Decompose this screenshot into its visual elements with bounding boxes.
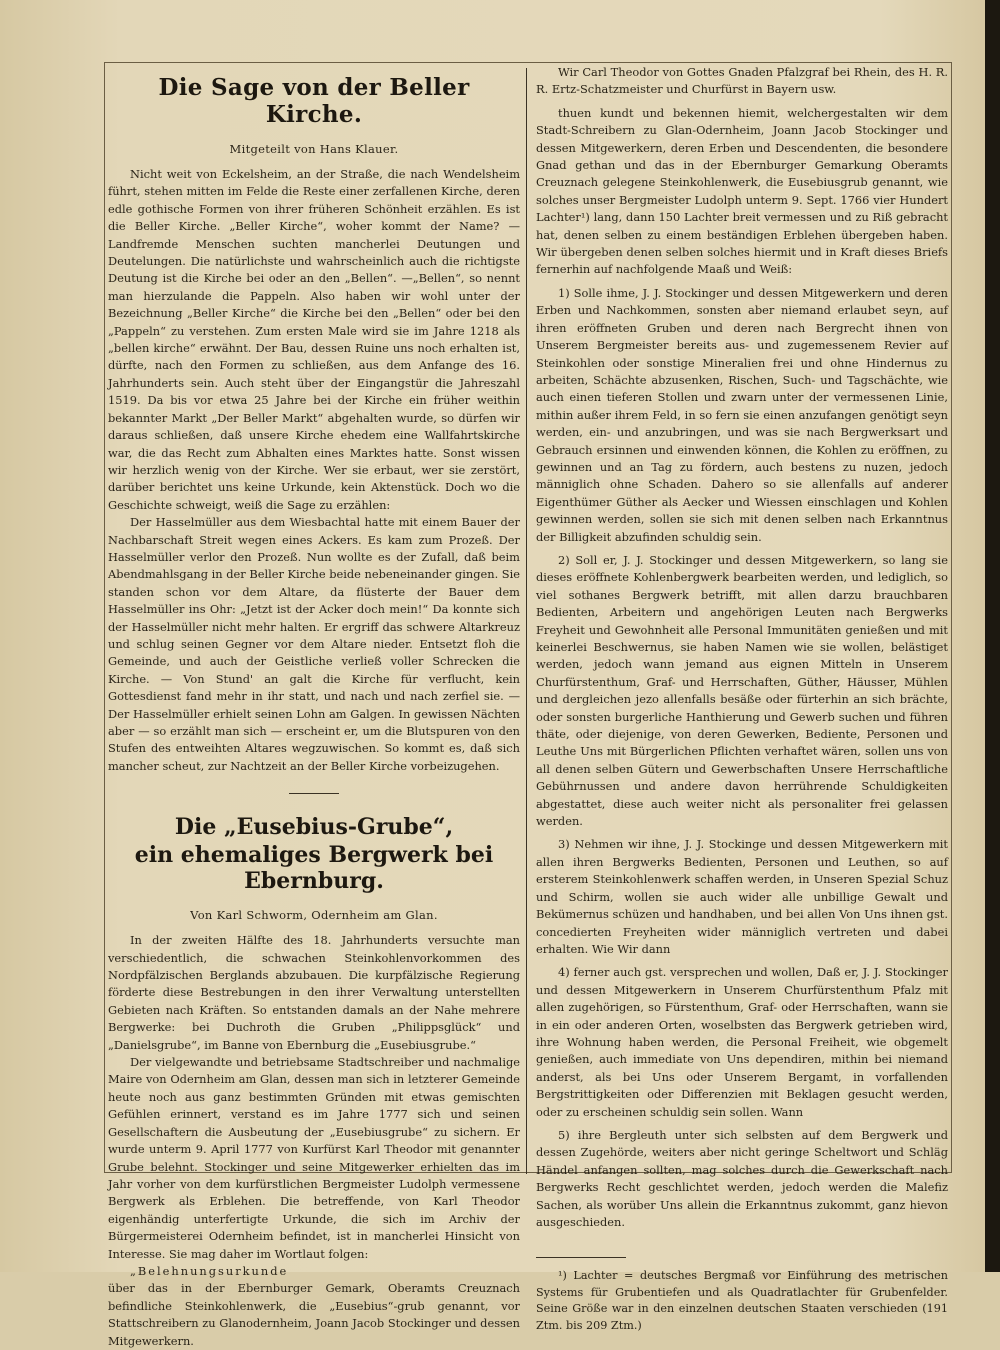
charter-clause-1: 1) Solle ihme, J. J. Stockinger und dessen Mitgewerkern und deren Erben und Nachkommen, sonsten aber niemand erlaubet seyn, auf ihren eröffneten Gruben und deren nach Bergrecht ihnen von Unserem Bergmeister bereits aus- und zugemessenem Revier auf Steinkohlen oder sonstige Mineralien frei und ohne Hindernus zu arbeiten, Schächte abzusenken, Rischen, Such- und Tagschächte, wie auch einen tieferen Stollen und zwarn unter der vermessenen Linie, mithin außer ihrem Feld, in so fern sie einen anzufangen genötigt seyn werden, ein- und anzubringen, und was sie nach Bergwerksart und Gebrauch ersinnen und einwenden können, die Kohlen zu eröffnen, zu gewinnen und an Tag zu fördern, auch bestens zu nuzen, jedoch männiglich ohne Schaden. Dahero so sie allenfalls auf anderer Eigenthümer Güther als Aecker und Wiessen einschlagen und Kohlen gewinnen werden, sollen sie sich mit denen selben nach Erkanntnus der Billigkeit abzufinden schuldig sein. bbox=[536, 285, 948, 544]
article1-paragraph-2: Der Hasselmüller aus dem Wiesbachtal hatte mit einem Bauer der Nachbarschaft Streit wegen eines Ackers. Es kam zum Prozeß. Der Hasselmüller verlor den Prozeß. Nun wollte es der Zufall, daß beim Abendmahlsgang in der Beller Kirche beide nebeneinander gingen. Sie standen schon vor dem Altare, da flüsterte der Bauer dem Hasselmüller ins Ohr: „Jetzt ist der Acker doch mein!“ Da konnte sich der Hasselmüller nicht mehr halten. Er ergriff das schwere Altarkreuz und schlug seinen Gegner vor dem Altare nieder. Entsetzt floh die Gemeinde, und auch der Geistliche verließ voller Schrecken die Kirche. — Von Stund' an galt die Kirche für verflucht, kein Gottesdienst fand mehr in ihr statt, und nach und nach zerfiel sie. — Der Hasselmüller erhielt seinen Lohn am Galgen. In gewissen Nächten aber — so erzählt man sich — erscheint er, um die Blutspuren von den Stufen des entweihten Altares wegzuwischen. So kommt es, daß sich mancher scheut, zur Nachtzeit an der Beller Kirche vorbeizugehen. bbox=[108, 515, 520, 773]
footnote-rule bbox=[536, 1257, 626, 1258]
document-title: „Belehnungsurkunde bbox=[130, 1263, 289, 1278]
charter-clause-2: 2) Soll er, J. J. Stockinger und dessen Mitgewerkern, so lang sie dieses eröffnete Kohlenbergwerk bearbeiten werden, und lediglich, so viel sothanes Bergwerk betrifft, mit allen darzu brauchbaren Bedienten, Arbeitern und angehörigen Leuten nach Bergwerks Freyheit und Gewohnheit alle Personal Immunitäten genießen und mit keinerlei Beschwernus, sie haben Namen wie sie wollen, belästiget werden, jedoch wann jemand aus eignen Mitteln in Unserem Churfürstenthum, Graf- und Herrschaften, Güther, Häusser, Mühlen und dergleichen jezo allenfalls besäße oder fürterhin an sich brächte, oder sonsten burgerliche Hanthierung und Gewerb suchen und führen thäte, oder diejenige, von deren Gewerken, Bediente, Personen und Leuthe Uns mit Bürgerlichen Pflichten verhaftet wären, sollen uns von all denen selben Gütern und Gewerbschaften Unsere Herrschaftliche Gebührnussen und andere davon herrührende Schuldigkeiten abgestattet, diese auch weiter nicht als personaliter frei gelassen werden. bbox=[536, 552, 948, 829]
article2-title-line1: Die „Eusebius-Grube“, bbox=[174, 814, 454, 841]
frame-right bbox=[951, 62, 952, 1172]
footnote bbox=[536, 1268, 948, 1334]
left-column bbox=[108, 64, 520, 1350]
article1-byline: Mitgeteilt von Hans Klauer. bbox=[229, 142, 399, 156]
right-column bbox=[536, 64, 948, 1334]
article2-paragraph-1: In der zweiten Hälfte des 18. Jahrhunderts versuchte man verschiedentlich, die schwachen Steinkohlenvorkommen des Nordpfälzischen Berglands abzubauen. Die kurpfälzische Regierung förderte diese Bestrebungen in den ihrer Verwaltung unterstellten Gebieten nach Kräften. So entstanden damals an der Nahe mehrere Bergwerke: bei Duchroth die Gruben „Philippsglück“ und „Danielsgrube“, im Banne von Ebernburg die „Eusebiusgrube.“ bbox=[108, 933, 520, 1052]
scan-edge-bar bbox=[985, 0, 1000, 1272]
charter-clause-5: 5) ihre Bergleuth unter sich selbsten auf dem Bergwerk und dessen Zugehörde, weiters aber nicht geringe Scheltwort und Schläg Händel anfangen sollten, mag solches durch die Gewerkschaft nach Bergwerks Recht geschlichtet werden, jedoch werden die Malefiz Sachen, als worüber Uns allein die Erkanntnus zukommt, ganz hievon ausgeschieden. bbox=[536, 1127, 948, 1229]
article2-title-line2: ein ehemaliges Bergwerk bei Ebernburg. bbox=[134, 842, 494, 895]
document-intro: über das in der Ebernburger Gemark, Oberamts Creuznach befindliche Steinkohlenwerk, die „Eusebius“-grub genannt, vor Stattschreibern zu Glanodernheim, Joann Jacob Stockinger und dessen Mitgewerkern. bbox=[108, 1281, 520, 1348]
frame-left bbox=[104, 62, 105, 1172]
charter-clause-4: 4) ferner auch gst. versprechen und wollen, Daß er, J. J. Stockinger und dessen Mitgewerkern in Unserem Churfürstenthum Pfalz mit allen zugehörigen, so Fürstenthum, Graf- oder Herrschaften, wann sie in ein oder anderen Orten, woselbsten das Bergwerk getrieben wird, ihre Wohnung haben werden, die Personal Freiheit, wie obgemelt genießen, auch immediate von Uns dependiren, mithin bei niemand anderst, als bei Uns oder Unserem Bergamt, in vorfallenden Bergstrittigkeiten oder Differenzien mit Beklagen gesucht werden, oder zu erscheinen schuldig sein sollen. Wann bbox=[536, 965, 948, 1119]
charter-heading: Wir Carl Theodor von Gottes Gnaden Pfalzgraf bei Rhein, des H. R. R. Ertz-Schatzmeister und Churfürst in Bayern usw. bbox=[536, 65, 948, 97]
frame-top bbox=[104, 62, 952, 63]
article2-paragraph-2: Der vielgewandte und betriebsame Stadtschreiber und nachmalige Maire von Odernheim am Glan, dessen man sich in letzterer Gemeinde heute noch aus ganz bestimmten Gründen mit etwas gemischten Gefühlen erinnert, verstand es im Jahre 1777 sich und seinen Gesellschaftern die Ausbeutung der „Eusebiusgrube“ zu sichern. Er wurde unterm 9. April 1777 von Kurfürst Karl Theodor mit genannter Grube belehnt. Stockinger und seine Mitgewerker erhielten das im Jahr vorher von dem kurfürstlichen Bergmeister Ludolph vermessene Bergwerk als Erblehen. Die betreffende, von Karl Theodor eigenhändig unterfertigte Urkunde, die sich im Archiv der Bürgermeisterei Odernheim befindet, ist in mancherlei Hinsicht von Interesse. Sie mag daher im Wortlaut folgen: bbox=[108, 1055, 520, 1261]
section-separator bbox=[289, 793, 339, 794]
footnote-text: ¹) Lachter = deutsches Bergmaß vor Einführung des metrischen Systems für Grubentiefen und als Quadratlachter für Grubenfelder. Seine Größe war in den einzelnen deutschen Staaten verschieden (191 Ztm. bis 209 Ztm.) bbox=[536, 1269, 948, 1332]
article1-paragraph-1: Nicht weit von Eckelsheim, an der Straße, die nach Wendelsheim führt, stehen mitten im Felde die Reste einer zerfallenen Kirche, deren edle gothische Formen von ihrer früheren Schönheit erzählen. Es ist die Beller Kirche. „Beller Kirche“, woher kommt der Name? — Landfremde Menschen suchten mancherlei Deutungen und Deutelungen. Die natürlichste und wahrscheinlich auch die richtigste Deutung ist die Kirche bei oder an den „Bellen“. —„Bellen“, so nennt man hierzulande die Pappeln. Also haben wir wohl unter der Bezeichnung „Beller Kirche“ die Kirche bei den „Bellen“ oder bei den „Pappeln“ zu verstehen. Zum ersten Male wird sie im Jahre 1218 als „bellen kirche“ erwähnt. Der Bau, dessen Ruine uns noch erhalten ist, dürfte, nach den Formen zu schließen, aus dem Anfange des 16. Jahrhunderts sein. Auch steht über der Eingangstür die Jahreszahl 1519. Da bis vor etwa 25 Jahre bei der Kirche ein früher weithin bekannter Markt „Der Beller Markt“ abgehalten wurde, so dürfen wir daraus schließen, daß unsere Kirche ehedem eine Wallfahrtskirche war, die das Recht zum Abhalten eines Marktes hatte. Sonst wissen wir herzlich wenig von der Kirche. Wer sie erbaut, wer sie zerstört, darüber berichtet uns keine Urkunde, kein Aktenstück. Doch wo die Geschichte schweigt, weiß die Sage zu erzählen: bbox=[108, 167, 520, 512]
charter-paragraph-intro: thuen kundt und bekennen hiemit, welchergestalten wir dem Stadt-Schreibern zu Glan-Odernheim, Joann Jacob Stockinger und dessen Mitgewerkern, deren Erben und Descendenten, die besondere Gnad gethan und das in der Ebernburger Gemarkung Oberamts Creuznach gelegene Steinkohlenwerk, die Eusebiusgrub genannt, wie solches unser Bergmeister Ludolph unterm 9. Sept. 1766 vier Hundert Lachter¹) lang, dann 150 Lachter breit vermessen und zu Riß gebracht hat, denen selben zu einem beständigen Erblehen übergeben haben. Wir übergeben denen selben solches hiermit und in Kraft dieses Briefs fernerhin auf nachfolgende Maaß und Weiß: bbox=[536, 105, 948, 277]
article2-byline: Von Karl Schworm, Odernheim am Glan. bbox=[190, 908, 438, 923]
column-divider bbox=[526, 68, 527, 1174]
article1-title: Die Sage von der Beller Kirche. bbox=[158, 74, 470, 128]
charter-clause-3: 3) Nehmen wir ihne, J. J. Stockinge und dessen Mitgewerkern mit allen ihren Bergwerks Bedienten, Personen und Leuthen, so auf ersterem Steinkohlenwerk schaffen werden, in Unseren Spezial Schuz und Schirm, wollen sie auch wider alle unbillige Gewalt und Bekümernus schüzen und handhaben, und bei allen Von Uns ihnen gst. concedierten Freyheiten wider männiglich vertreten und dabei erhalten. Wie Wir dann bbox=[536, 837, 948, 956]
